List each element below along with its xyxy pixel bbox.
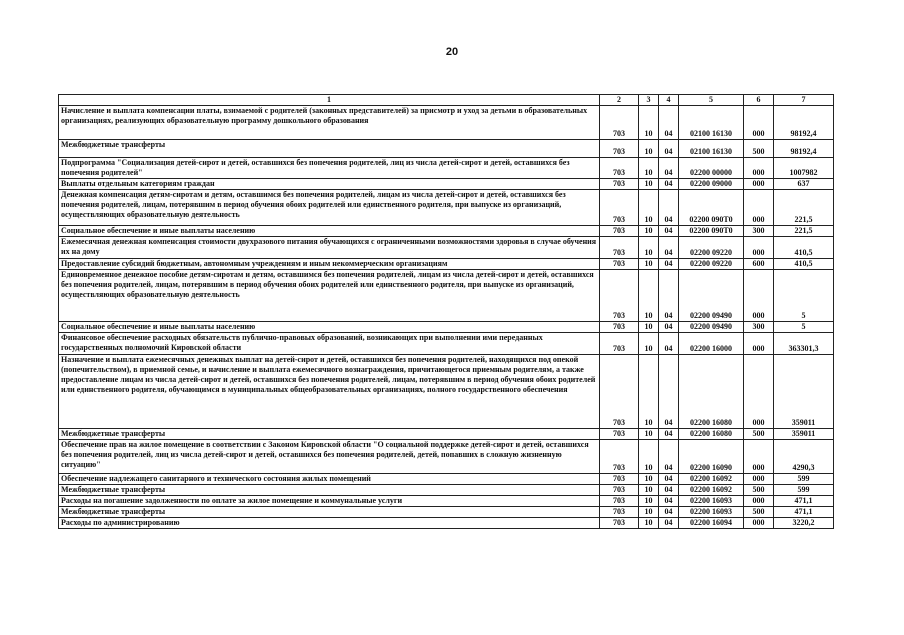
row-ministry-code: 703 — [600, 474, 639, 485]
row-expense-type: 000 — [744, 496, 774, 507]
table-row — [59, 259, 834, 270]
table-row — [59, 226, 834, 237]
row-expense-type: 000 — [744, 270, 774, 322]
row-subsection: 04 — [659, 158, 679, 179]
table-row — [59, 158, 834, 179]
table-row — [59, 140, 834, 158]
row-target-article: 02200 09220 — [679, 237, 744, 259]
row-ministry-code: 703 — [600, 496, 639, 507]
row-subsection: 04 — [659, 507, 679, 518]
row-description: Предоставление субсидий бюджетным, автономным учреждениям и иным некоммерческим организациям — [59, 259, 600, 270]
row-description: Единовременное денежное пособие детям-сиротам и детям, оставшимся без попечения родителей, лицам из числа детей-сирот и детей, оставшихся без попечения родителей, лицам, потерявшим в период обучения обоих родителей или единственного родителя, при выпуске из организаций, осуществляющих образовательную деятельность — [59, 270, 600, 322]
row-section: 10 — [639, 485, 659, 496]
row-description: Социальное обеспечение и иные выплаты населению — [59, 226, 600, 237]
table-row — [59, 485, 834, 496]
row-expense-type: 300 — [744, 226, 774, 237]
row-amount: 98192,4 — [774, 140, 834, 158]
row-amount: 5 — [774, 270, 834, 322]
table-row — [59, 322, 834, 333]
row-description: Назначение и выплата ежемесячных денежных выплат на детей-сирот и детей, оставшихся без попечения родителей, находящихся под опекой (попечительством), в приемной семье, и начисление и выплата ежемесячного вознаграждения, причитающегося приемным родителям, а также предоставление лицам из числа детей-сирот и детей, оставшихся без попечения родителей, лицам, потерявшим в период обучения обоих родителей или единственного родителя, обучающимся в муниципальных общеобразовательных организациях, полного государственного обеспечения — [59, 355, 600, 429]
row-section: 10 — [639, 496, 659, 507]
header-col-4: 4 — [659, 95, 679, 106]
row-expense-type: 000 — [744, 190, 774, 226]
row-amount: 5 — [774, 322, 834, 333]
table-row — [59, 355, 834, 429]
table-body — [59, 106, 834, 529]
row-description: Финансовое обеспечение расходных обязательств публично-правовых образований, возникающих при выполнении ими переданных государственных полномочий Кировской области — [59, 333, 600, 355]
row-target-article: 02200 09000 — [679, 179, 744, 190]
row-amount: 4290,3 — [774, 440, 834, 474]
row-amount: 410,5 — [774, 259, 834, 270]
row-ministry-code: 703 — [600, 259, 639, 270]
row-expense-type: 500 — [744, 429, 774, 440]
row-ministry-code: 703 — [600, 322, 639, 333]
row-target-article: 02100 16130 — [679, 140, 744, 158]
row-amount: 471,1 — [774, 507, 834, 518]
row-section: 10 — [639, 106, 659, 140]
row-expense-type: 000 — [744, 237, 774, 259]
table-row — [59, 507, 834, 518]
row-target-article: 02200 00000 — [679, 158, 744, 179]
row-section: 10 — [639, 507, 659, 518]
row-description: Подпрограмма "Социализация детей-сирот и детей, оставшихся без попечения родителей, лиц из числа детей-сирот и детей, оставшихся без попечения родителей" — [59, 158, 600, 179]
table-row — [59, 270, 834, 322]
table-row — [59, 518, 834, 529]
row-target-article: 02200 16094 — [679, 518, 744, 529]
row-amount: 3220,2 — [774, 518, 834, 529]
row-subsection: 04 — [659, 440, 679, 474]
row-expense-type: 000 — [744, 106, 774, 140]
table-row — [59, 496, 834, 507]
row-expense-type: 300 — [744, 322, 774, 333]
row-section: 10 — [639, 270, 659, 322]
row-section: 10 — [639, 140, 659, 158]
row-ministry-code: 703 — [600, 179, 639, 190]
row-expense-type: 000 — [744, 518, 774, 529]
row-target-article: 02200 090Т0 — [679, 226, 744, 237]
row-expense-type: 000 — [744, 179, 774, 190]
header-col-5: 5 — [679, 95, 744, 106]
header-col-7: 7 — [774, 95, 834, 106]
row-subsection: 04 — [659, 485, 679, 496]
row-subsection: 04 — [659, 226, 679, 237]
row-description: Обеспечение надлежащего санитарного и технического состояния жилых помещений — [59, 474, 600, 485]
row-expense-type: 600 — [744, 259, 774, 270]
row-amount: 98192,4 — [774, 106, 834, 140]
row-ministry-code: 703 — [600, 440, 639, 474]
row-target-article: 02200 16080 — [679, 355, 744, 429]
row-ministry-code: 703 — [600, 140, 639, 158]
row-subsection: 04 — [659, 179, 679, 190]
row-section: 10 — [639, 429, 659, 440]
row-subsection: 04 — [659, 474, 679, 485]
row-target-article: 02200 16092 — [679, 474, 744, 485]
row-expense-type: 000 — [744, 333, 774, 355]
row-section: 10 — [639, 158, 659, 179]
row-ministry-code: 703 — [600, 485, 639, 496]
row-target-article: 02200 09490 — [679, 322, 744, 333]
row-description: Межбюджетные трансферты — [59, 485, 600, 496]
header-col-6: 6 — [744, 95, 774, 106]
row-expense-type: 000 — [744, 440, 774, 474]
row-amount: 221,5 — [774, 190, 834, 226]
row-expense-type: 500 — [744, 140, 774, 158]
row-subsection: 04 — [659, 429, 679, 440]
row-ministry-code: 703 — [600, 106, 639, 140]
row-section: 10 — [639, 518, 659, 529]
row-amount: 599 — [774, 474, 834, 485]
row-amount: 637 — [774, 179, 834, 190]
row-subsection: 04 — [659, 496, 679, 507]
row-description: Расходы на погашение задолженности по оплате за жилое помещение и коммунальные услуги — [59, 496, 600, 507]
row-section: 10 — [639, 226, 659, 237]
row-description: Межбюджетные трансферты — [59, 429, 600, 440]
row-expense-type: 000 — [744, 355, 774, 429]
row-description: Межбюджетные трансферты — [59, 507, 600, 518]
row-description: Ежемесячная денежная компенсация стоимости двухразового питания обучающихся с ограниченными возможностями здоровья в случае обучения их на дому — [59, 237, 600, 259]
row-amount: 1007982 — [774, 158, 834, 179]
row-subsection: 04 — [659, 237, 679, 259]
row-section: 10 — [639, 237, 659, 259]
row-subsection: 04 — [659, 518, 679, 529]
row-amount: 599 — [774, 485, 834, 496]
row-subsection: 04 — [659, 270, 679, 322]
row-ministry-code: 703 — [600, 429, 639, 440]
table-row — [59, 440, 834, 474]
row-section: 10 — [639, 190, 659, 226]
row-amount: 410,5 — [774, 237, 834, 259]
row-target-article: 02200 16092 — [679, 485, 744, 496]
row-amount: 359011 — [774, 355, 834, 429]
table-row — [59, 237, 834, 259]
header-row — [59, 95, 834, 106]
budget-table — [58, 94, 834, 529]
row-description: Начисление и выплата компенсации платы, взимаемой с родителей (законных представителей) за присмотр и уход за детьми в образовательных организациях, реализующих образовательную программу дошкольного образования — [59, 106, 600, 140]
row-description: Межбюджетные трансферты — [59, 140, 600, 158]
row-target-article: 02200 09490 — [679, 270, 744, 322]
header-col-3: 3 — [639, 95, 659, 106]
row-description: Выплаты отдельным категориям граждан — [59, 179, 600, 190]
row-subsection: 04 — [659, 140, 679, 158]
row-ministry-code: 703 — [600, 355, 639, 429]
row-section: 10 — [639, 474, 659, 485]
row-expense-type: 500 — [744, 507, 774, 518]
header-col-2: 2 — [600, 95, 639, 106]
row-target-article: 02200 16093 — [679, 507, 744, 518]
row-ministry-code: 703 — [600, 190, 639, 226]
row-expense-type: 500 — [744, 485, 774, 496]
row-ministry-code: 703 — [600, 270, 639, 322]
row-section: 10 — [639, 179, 659, 190]
row-subsection: 04 — [659, 106, 679, 140]
row-section: 10 — [639, 322, 659, 333]
row-target-article: 02100 16130 — [679, 106, 744, 140]
row-target-article: 02200 16080 — [679, 429, 744, 440]
table-row — [59, 429, 834, 440]
table-row — [59, 190, 834, 226]
row-section: 10 — [639, 333, 659, 355]
row-target-article: 02200 16090 — [679, 440, 744, 474]
row-amount: 221,5 — [774, 226, 834, 237]
row-amount: 363301,3 — [774, 333, 834, 355]
row-ministry-code: 703 — [600, 237, 639, 259]
row-target-article: 02200 09220 — [679, 259, 744, 270]
row-target-article: 02200 16000 — [679, 333, 744, 355]
row-subsection: 04 — [659, 322, 679, 333]
row-target-article: 02200 090Т0 — [679, 190, 744, 226]
row-description: Денежная компенсация детям-сиротам и детям, оставшимся без попечения родителей, лицам из числа детей-сирот и детей, оставшихся без попечения родителей, лицам, потерявшим в период обучения обоих родителей или единственного родителя, при выпуске из организаций, осуществляющих образовательную деятельность — [59, 190, 600, 226]
row-amount: 471,1 — [774, 496, 834, 507]
row-ministry-code: 703 — [600, 226, 639, 237]
row-section: 10 — [639, 355, 659, 429]
row-subsection: 04 — [659, 190, 679, 226]
row-expense-type: 000 — [744, 474, 774, 485]
row-expense-type: 000 — [744, 158, 774, 179]
row-section: 10 — [639, 259, 659, 270]
table-row — [59, 106, 834, 140]
table-row — [59, 179, 834, 190]
row-ministry-code: 703 — [600, 518, 639, 529]
row-description: Социальное обеспечение и иные выплаты населению — [59, 322, 600, 333]
row-ministry-code: 703 — [600, 158, 639, 179]
table-row — [59, 474, 834, 485]
row-target-article: 02200 16093 — [679, 496, 744, 507]
row-section: 10 — [639, 440, 659, 474]
row-subsection: 04 — [659, 333, 679, 355]
row-ministry-code: 703 — [600, 507, 639, 518]
row-subsection: 04 — [659, 355, 679, 429]
page-number: 20 — [445, 46, 459, 58]
row-ministry-code: 703 — [600, 333, 639, 355]
table-row — [59, 333, 834, 355]
header-col-1: 1 — [59, 95, 600, 106]
row-amount: 359011 — [774, 429, 834, 440]
row-subsection: 04 — [659, 259, 679, 270]
row-description: Расходы по администрированию — [59, 518, 600, 529]
row-description: Обеспечение прав на жилое помещение в соответствии с Законом Кировской области "О социальной поддержке детей-сирот и детей, оставшихся без попечения родителей, лиц из числа детей-сирот и детей, оставшихся без попечения родителей, детей, попавших в сложную жизненную ситуацию" — [59, 440, 600, 474]
